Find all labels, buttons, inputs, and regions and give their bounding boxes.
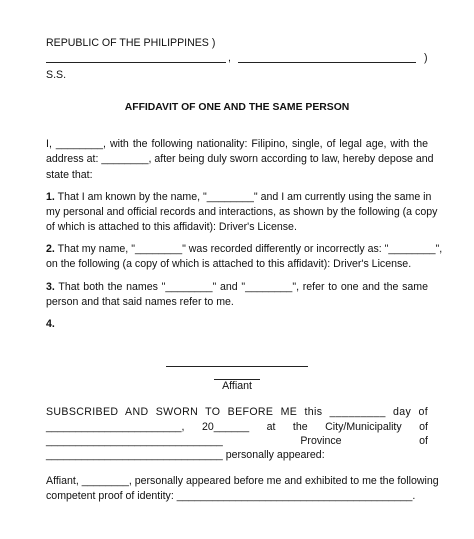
intro-line-1: I, ________, with the following nationality: Filipino, single, of legal age, with the <box>46 138 428 150</box>
closing-line-1: Affiant, ________, personally appeared before me and exhibited to me the following <box>46 475 439 487</box>
venue-blank-right <box>238 62 416 63</box>
item-1-text: That I am known by the name, "________" and I am currently using the same in <box>54 191 432 203</box>
document-title: AFFIDAVIT OF ONE AND THE SAME PERSON <box>124 102 350 113</box>
jurat-line-2: _______________________, 20______ at the City/Municipality of <box>46 421 428 433</box>
signature-line <box>166 366 308 367</box>
item-1-line-3: of which is attached to this affidavit): Driver's License. <box>46 221 297 233</box>
item-1-line-1 <box>46 189 432 205</box>
republic-heading: REPUBLIC OF THE PHILIPPINES ) <box>46 37 216 49</box>
item-3-number: 3. <box>46 281 55 293</box>
item-3-text: That both the names "________" and "________", refer to one and the same <box>54 281 428 293</box>
venue-comma: , <box>228 52 231 64</box>
jurat-line-4: ______________________________ personally appeared: <box>46 449 325 461</box>
item-3-line-2: person and that said names refer to me. <box>46 296 234 308</box>
item-4-number: 4. <box>46 318 55 330</box>
item-3-line-1 <box>46 279 428 295</box>
intro-line-3: state that: <box>46 169 93 181</box>
item-1-number: 1. <box>46 191 55 203</box>
venue-close-paren: ) <box>424 52 428 64</box>
closing-line-2: competent proof of identity: ________________________________________. <box>46 490 416 502</box>
item-1-line-2: my personal and official records and interactions, as shown by the following (a copy <box>46 206 438 218</box>
affiant-label: Affiant <box>222 380 252 392</box>
jurat-line-1: SUBSCRIBED AND SWORN TO BEFORE ME this _________ day of <box>46 406 428 418</box>
ss-label: S.S. <box>46 69 67 81</box>
jurat-line-3: ______________________________ Province of <box>46 435 428 447</box>
intro-line-2: address at: ________, after being duly sworn according to law, hereby depose and <box>46 153 434 165</box>
item-2-line-2: on the following (a copy of which is attached to this affidavit): Driver's License. <box>46 258 412 270</box>
item-2-number: 2. <box>46 243 55 255</box>
item-2-text: That my name, "________" was recorded differently or incorrectly as: "________", <box>54 243 443 255</box>
venue-blank-left <box>46 62 226 63</box>
item-2-line-1 <box>46 241 443 257</box>
